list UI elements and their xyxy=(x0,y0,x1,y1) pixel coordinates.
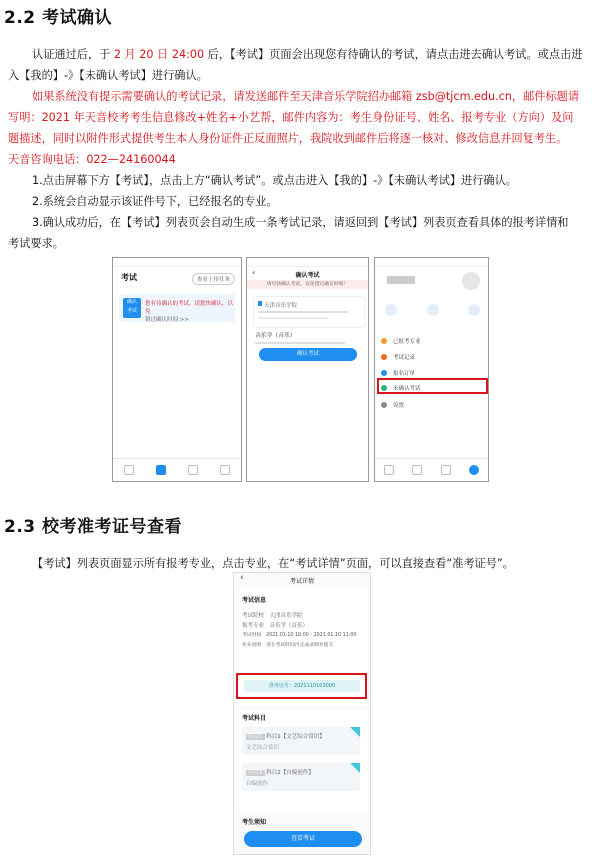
tab-mine-icon[interactable] xyxy=(469,465,479,475)
confirm-warning-banner: 请尽快确认考试，以免错过确认时间！ xyxy=(247,280,368,289)
step-3-cont: 考试要求。 xyxy=(8,237,64,250)
section-2-3-desc: 【考试】列表页面显示所有报考专业，点击专业，在“考试详情”页面，可以直接查看“准考证号”。 xyxy=(32,557,514,570)
subject-tag: 科目2 xyxy=(248,770,263,776)
deadline-date: 2 月 20 日 24:00 xyxy=(113,48,205,61)
bottom-tab-bar xyxy=(113,458,241,481)
menu-orders[interactable]: 报名订单 xyxy=(381,366,482,380)
subject-tag: 科目1 xyxy=(248,734,263,740)
candidate-notice-title: 考生须知 xyxy=(242,819,267,826)
info-row: 考试时间 2021.01.10 10:00 - 2021.01.10 11:00 xyxy=(242,633,357,638)
highlight-unconfirmed-exams xyxy=(377,378,488,394)
red-notice-line3: 题描述，同时以附件形式提供考生本人身份证件正反面照片，我院收到邮件后将逐一核对、修改信息并回复考生。 xyxy=(8,132,568,145)
red-notice-line2: 写明：2021 年天音校考考生信息修改+姓名+小艺帮，邮件内容为：考生身份证号、姓名、报考专业（方向）及问 xyxy=(8,111,574,124)
red-notice-phone: 天音咨询电话：022—24160044 xyxy=(8,153,176,166)
confirm-exam-button[interactable]: 确认考试 xyxy=(259,348,357,361)
exam-info-title: 考试信息 xyxy=(242,597,267,604)
subject-item[interactable]: 科目2 科目2【自编创作】 自编创作 xyxy=(242,763,360,791)
menu-unconfirmed-exams[interactable]: 未确认考试 xyxy=(381,381,482,395)
pending-exam-notice: 您有待确认的考试，请您快确认，以免 错过确认时间 >> xyxy=(145,301,234,323)
paragraph-auth: 认证通过后，于 2 月 20 日 24:00 后，【考试】页面会出现您有待确认的考试，请点击进去确认考试。或点击进 xyxy=(32,48,583,61)
confirm-exam-badge: 确认 考试 xyxy=(123,298,141,318)
menu-exam-records[interactable]: 考试记录 xyxy=(381,350,482,364)
exam-subjects-title: 考试科目 xyxy=(242,715,267,722)
view-exam-button[interactable]: 查看考试 xyxy=(244,831,362,847)
admission-ticket-number: 准考证号：2021110103000 xyxy=(244,680,360,692)
view-upload-tasks-button[interactable]: 查看上传任务 xyxy=(192,273,235,285)
step-3: 3.确认成功后，在【考试】列表页会自动生成一条考试记录，请返回到【考试】列表页查看具体的报考详情和 xyxy=(32,216,569,229)
subject-item[interactable]: 科目1 科目1【文艺综合常识】 文艺综合常识 xyxy=(242,727,360,755)
tab-discover-icon[interactable] xyxy=(441,465,451,475)
menu-settings[interactable]: 设置 xyxy=(381,398,482,412)
highlight-admission-ticket xyxy=(236,673,367,699)
tab-exam-icon[interactable] xyxy=(412,465,422,475)
menu-registered-majors[interactable]: 已报考专业 xyxy=(381,334,482,348)
school-card xyxy=(253,296,365,328)
back-icon[interactable]: ‹ xyxy=(252,268,256,277)
red-notice-line1: 如果系统没有提示需要确认的考试记录，请发送邮件至天津音乐学院招办邮箱 zsb@tjcm.edu.cn，邮件标题请 xyxy=(32,90,580,103)
paragraph-auth-cont: 入【我的】-》【未确认考试】进行确认。 xyxy=(8,69,208,82)
tab-home-icon[interactable] xyxy=(384,465,394,475)
exam-subjects-card xyxy=(236,711,368,811)
bottom-tab-bar-mine xyxy=(375,458,488,481)
info-row: 补充说明 请在考试时间内完成录制并提交 xyxy=(242,643,334,648)
username-blur xyxy=(387,276,415,284)
step-1: 1.点击屏幕下方【考试】，点击上方“确认考试”。或点击进入【我的】-》【未确认考试】进行确认。 xyxy=(32,174,517,187)
section-2-2-title: 2.2 考试确认 xyxy=(4,8,113,28)
section-2-2-body xyxy=(8,44,600,254)
tab-home-icon[interactable] xyxy=(124,465,134,475)
info-row: 考试院校 天津音乐学院 xyxy=(242,613,303,619)
exam-page-title: 考试 xyxy=(121,273,137,282)
tab-discover-icon[interactable] xyxy=(188,465,198,475)
tab-exam-icon[interactable] xyxy=(156,465,166,475)
step-2: 2.系统会自动显示该证件号下，已经报名的专业。 xyxy=(32,195,278,208)
avatar[interactable] xyxy=(462,272,480,290)
info-row: 报考专业 音乐学（音乐） xyxy=(242,623,309,629)
section-2-3-title: 2.3 校考准考证号查看 xyxy=(4,517,183,537)
confirm-exam-nav-title: 确认考试 xyxy=(295,272,320,279)
tab-mine-icon[interactable] xyxy=(220,465,230,475)
phone-screenshot-mine xyxy=(374,257,489,482)
school-name: 天津音乐学院 xyxy=(264,303,298,309)
detail-nav-title: 考试详情 xyxy=(289,578,314,585)
phone-screenshot-exam-list xyxy=(112,257,242,482)
major-item: 音乐学（音乐） xyxy=(255,330,361,344)
quick-icons xyxy=(385,304,480,316)
exam-detail-screenshot xyxy=(233,572,371,855)
back-icon[interactable]: ‹ xyxy=(240,573,244,583)
confirm-exam-card[interactable] xyxy=(119,294,235,322)
phone-screenshot-confirm-exam xyxy=(246,257,369,482)
